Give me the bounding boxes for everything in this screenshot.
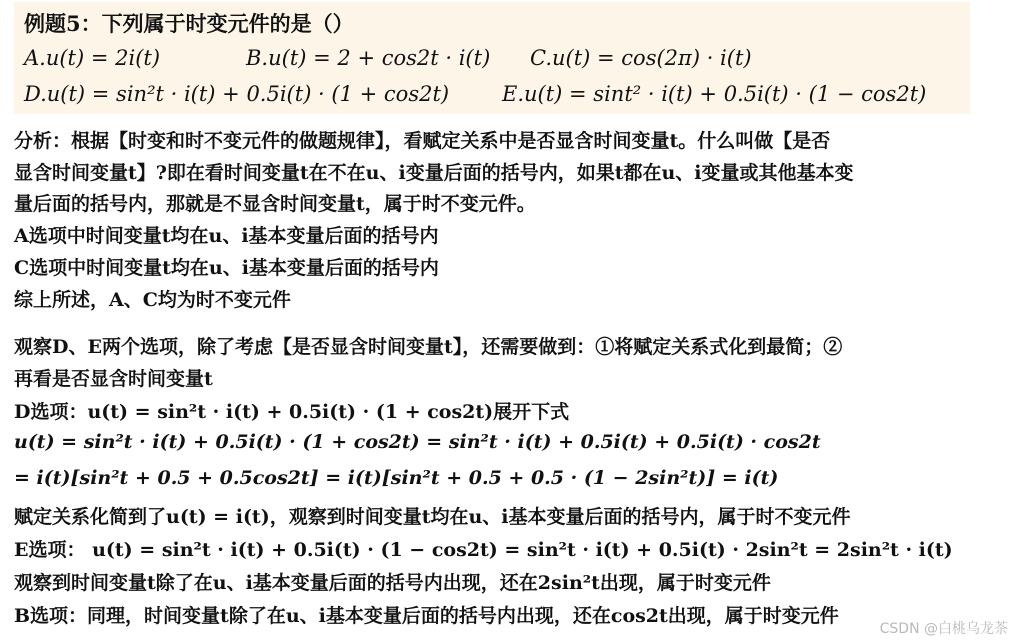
option-e: E.u(t) = sint² · i(t) + 0.5i(t) · (1 − cos2t) — [502, 82, 927, 106]
option-c: C.u(t) = cos(2π) · i(t) — [530, 46, 752, 70]
analysis-line: B选项：同理，时间变量t除了在u、i基本变量后面的括号内出现，还在cos2t出现，属于时变元件 — [14, 605, 839, 627]
analysis-line: 再看是否显含时间变量t — [14, 368, 213, 390]
question-title: 例题5：下列属于时变元件的是（） — [24, 11, 354, 36]
analysis-line: 观察D、E两个选项，除了考虑【是否显含时间变量t】，还需要做到：①将赋定关系式化到最简；② — [14, 336, 843, 358]
analysis-line: D选项：u(t) = sin²t · i(t) + 0.5i(t) · (1 + cos2t)展开下式 — [14, 401, 570, 423]
analysis-line: 综上所述，A、C均为时不变元件 — [14, 289, 291, 311]
analysis-line: 分析：根据【时变和时不变元件的做题规律】，看赋定关系中是否显含时间变量t。什么叫做【是否 — [14, 130, 831, 152]
analysis-line: A选项中时间变量t均在u、i基本变量后面的括号内 — [14, 225, 439, 247]
formula-line: = i(t)[sin²t + 0.5 + 0.5cos2t] = i(t)[sin²t + 0.5 + 0.5 · (1 − 2sin²t)] = i(t) — [14, 467, 779, 489]
formula-line: u(t) = sin²t · i(t) + 0.5i(t) · (1 + cos2t) = sin²t · i(t) + 0.5i(t) + 0.5i(t) · cos2t — [14, 431, 821, 453]
analysis-line: 显含时间变量t】?即在看时间变量t在不在u、i变量后面的括号内，如果t都在u、i变量或其他基本变 — [14, 162, 854, 184]
analysis-line: 量后面的括号内，那就是不显含时间变量t，属于时不变元件。 — [14, 193, 536, 215]
analysis-line: 赋定关系化简到了u(t) = i(t)，观察到时间变量t均在u、i基本变量后面的括号内，属于时不变元件 — [14, 506, 851, 528]
analysis-line: C选项中时间变量t均在u、i基本变量后面的括号内 — [14, 257, 439, 279]
analysis-line: 观察到时间变量t除了在u、i基本变量后面的括号内出现，还在2sin²t出现，属于时变元件 — [14, 572, 771, 594]
option-d: D.u(t) = sin²t · i(t) + 0.5i(t) · (1 + cos2t) — [24, 82, 450, 106]
analysis-line: E选项： u(t) = sin²t · i(t) + 0.5i(t) · (1 − cos2t) = sin²t · i(t) + 0.5i(t) · 2sin²t = 2sin²t · i(t) — [14, 539, 953, 561]
option-b: B.u(t) = 2 + cos2t · i(t) — [246, 46, 491, 70]
watermark: CSDN @白桃乌龙茶 — [879, 621, 1008, 637]
option-a: A.u(t) = 2i(t) — [24, 46, 161, 70]
question-box — [14, 2, 970, 114]
